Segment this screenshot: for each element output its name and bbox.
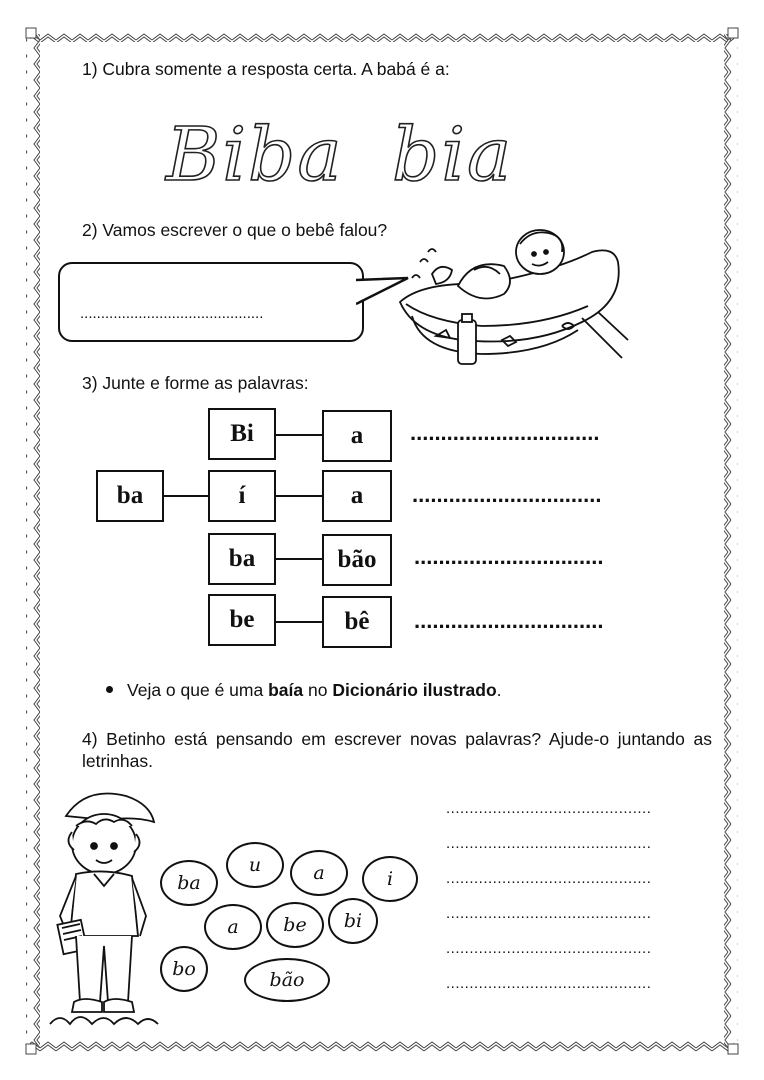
q4-answer-line-5[interactable]: ............................................ [446, 940, 652, 957]
question-4-text: 4) Betinho está pensando em escrever novas palavras? Ajude-o juntando as letrinhas. [82, 729, 712, 771]
q4-answer-line-3[interactable]: ............................................ [446, 870, 652, 887]
speech-bubble [58, 262, 364, 342]
syllable-ba-2: ba [208, 533, 276, 585]
syllable-be: be [208, 594, 276, 646]
connector [276, 434, 322, 436]
connector [276, 558, 322, 560]
q4-answer-line-6[interactable]: ............................................ [446, 975, 652, 992]
letters-circle-bi[interactable]: bi [328, 898, 378, 944]
syllable-a-2: a [322, 470, 392, 522]
tip-prefix: Veja o que é uma [127, 680, 269, 700]
syllable-ba-start: ba [96, 470, 164, 522]
q3-answer-line-4[interactable]: ............................... [414, 608, 604, 633]
q4-answer-line-4[interactable]: ............................................ [446, 905, 652, 922]
q4-answer-line-1[interactable]: ............................................ [446, 800, 652, 817]
dictionary-tip [106, 679, 502, 701]
connector [276, 621, 322, 623]
question-2-text: 2) Vamos escrever o que o bebê falou? [82, 220, 388, 240]
syllable-i-acute: í [208, 470, 276, 522]
letters-circle-a[interactable]: a [204, 904, 262, 950]
q3-answer-line-2[interactable]: ............................... [412, 482, 602, 507]
question-3-text: 3) Junte e forme as palavras: [82, 373, 309, 393]
bullet-dot [106, 686, 113, 693]
letters-circle-u[interactable]: u [226, 842, 284, 888]
option-biba[interactable]: Biba [166, 112, 344, 198]
baby-bath-illustration [392, 222, 638, 370]
letters-circle-bao[interactable]: bão [244, 958, 330, 1002]
q3-answer-line-1[interactable]: ............................... [410, 420, 600, 445]
syllable-bi: Bi [208, 408, 276, 460]
option-bia[interactable]: bia [392, 112, 514, 198]
tip-middle: no [303, 680, 333, 700]
letters-circle-ba[interactable]: ba [160, 860, 218, 906]
q2-answer-line[interactable]: ............................................ [80, 305, 264, 322]
letters-circle-be[interactable]: be [266, 902, 324, 948]
boy-illustration [46, 786, 164, 1034]
tip-suffix: . [496, 680, 502, 700]
tip-dictionary: Dicionário ilustrado [332, 680, 497, 700]
letters-circle-i[interactable]: i [362, 856, 418, 902]
connector [164, 495, 208, 497]
q3-answer-line-3[interactable]: ............................... [414, 544, 604, 569]
syllable-be-circumflex: bê [322, 596, 392, 648]
letters-circle-bo[interactable]: bo [160, 946, 208, 992]
question-1-text: 1) Cubra somente a resposta certa. A babá é a: [82, 59, 450, 79]
letters-circle-a-top[interactable]: a [290, 850, 348, 896]
tip-word-baia: baía [268, 680, 304, 700]
syllable-a-1: a [322, 410, 392, 462]
connector [276, 495, 322, 497]
syllable-bao: bão [322, 534, 392, 586]
q4-answer-line-2[interactable]: ............................................ [446, 835, 652, 852]
